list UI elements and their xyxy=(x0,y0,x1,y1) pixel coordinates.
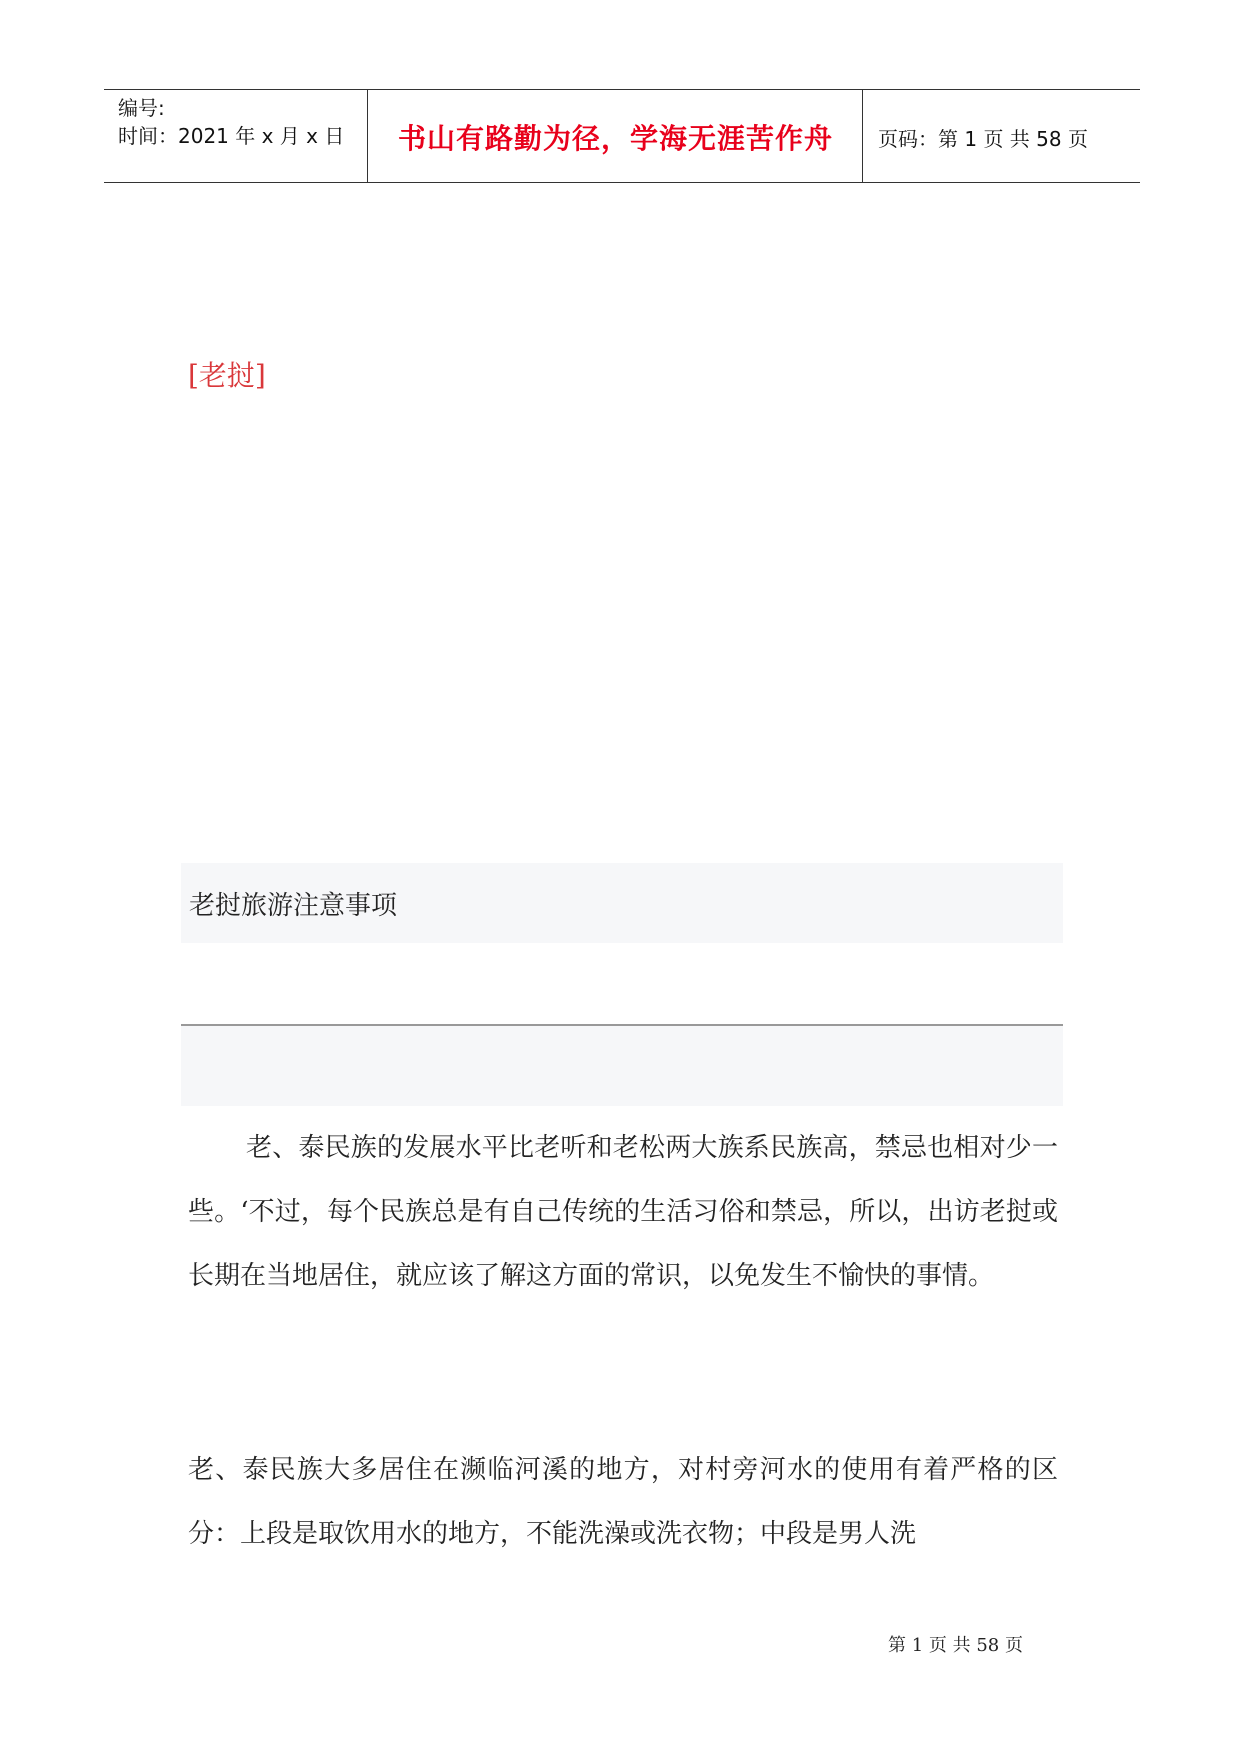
document-header xyxy=(104,89,1140,183)
title-band xyxy=(181,863,1063,943)
header-motto-cell xyxy=(369,90,863,182)
page-info: 页码：第 1 页 共 58 页 xyxy=(878,127,1088,151)
page-footer: 第 1 页 共 58 页 xyxy=(888,1635,1023,1656)
header-page-cell xyxy=(864,90,1140,182)
motto-text: 书山有路勤为径，学海无涯苦作舟 xyxy=(397,122,833,155)
blank-band xyxy=(181,1026,1063,1106)
article-title: 老挝旅游注意事项 xyxy=(189,891,398,921)
paragraph: 老、泰民族的发展水平比老听和老松两大族系民族高，禁忌也相对少一些。‘不过，每个民族总是有自己传统的生活习俗和禁忌，所以，出访老挝或长期在当地居住，就应该了解这方面的常识，以免发生不愉快的事情。 xyxy=(188,1133,1058,1291)
header-info-cell xyxy=(104,90,368,182)
bracket-title: [老挝] xyxy=(188,359,266,392)
paragraph: 老、泰民族大多居住在濒临河溪的地方，对村旁河水的使用有着严格的区分：上段是取饮用水的地方，不能洗澡或洗衣物；中段是男人洗 xyxy=(188,1455,1058,1549)
serial-number-label: 编号: xyxy=(118,96,165,120)
date-line: 时间：2021 年 x 月 x 日 xyxy=(118,124,345,148)
